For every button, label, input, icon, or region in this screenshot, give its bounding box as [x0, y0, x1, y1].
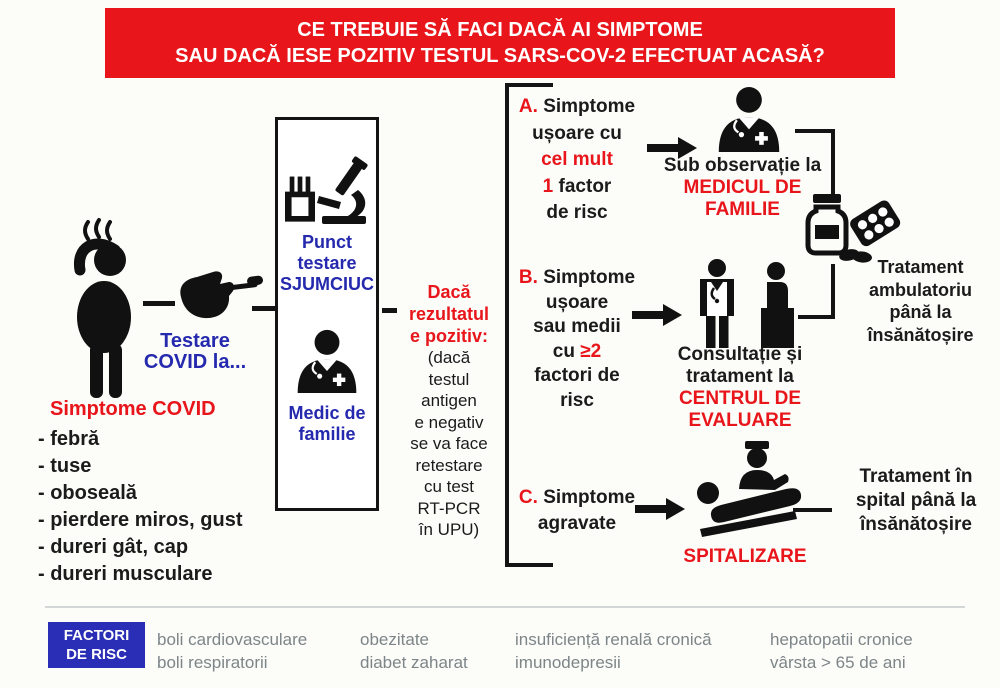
testing-label-line1: Testare	[160, 330, 230, 352]
symptom-item: - dureri musculare	[38, 563, 213, 585]
risk-factor-item: vârsta > 65 de ani	[770, 652, 906, 672]
hospital-treatment-label: Tratament în spital până la însănătoșire	[855, 466, 977, 535]
family-doctor-icon	[703, 84, 795, 152]
risk-factor-item: boli respiratorii	[157, 652, 268, 672]
family-doctor-outcome: Sub observație la MEDICUL DE FAMILIE	[663, 155, 822, 220]
risk-factor-item: boli cardiovasculare	[157, 630, 308, 649]
evaluation-center-outcome: Consultație și tratament la CENTRUL DE EVALUARE	[677, 344, 803, 431]
testing-point-label: Punct testare SJUMCIUC	[279, 232, 374, 294]
symptom-item: - febră	[38, 428, 100, 450]
risk-factor-column	[360, 629, 468, 674]
connector-line	[831, 129, 835, 195]
arrow-right-icon	[635, 497, 685, 521]
branch-bracket	[509, 83, 553, 87]
family-doctor-label: Medic de familie	[288, 403, 366, 444]
doctor-icon	[290, 327, 364, 393]
ambulatory-treatment-label: Tratament ambulatoriu până la însănătoșire	[867, 257, 974, 345]
hospitalization-label: SPITALIZARE	[683, 546, 807, 567]
connector-line	[795, 129, 834, 133]
risk-factor-item: insuficiență renală cronică	[515, 630, 712, 649]
testing-label	[110, 331, 280, 373]
positive-result-note: Dacă rezultatul e pozitiv: (dacă testul antigen e negativ se va face retestare cu test RT-PCR în UPU)	[392, 281, 506, 541]
branch-b-label: B. Simptome ușoare sau medii cu ≥2 factori de risc	[518, 267, 636, 411]
symptom-item: - dureri gât, cap	[38, 536, 189, 558]
connector-line	[831, 264, 835, 319]
connector-line	[798, 315, 835, 319]
branch-a-label: A. Simptome ușoare cu cel mult 1 factor de risc	[518, 96, 636, 223]
connector-line	[793, 508, 832, 512]
branch-bracket	[509, 563, 553, 567]
microscope-icon	[318, 164, 370, 224]
risk-factor-item: diabet zaharat	[360, 652, 468, 672]
testing-box	[275, 117, 379, 511]
title-line-1: CE TREBUIE SĂ FACI DACĂ AI SIMPTOME	[297, 19, 703, 41]
risk-factors-badge: FACTORI DE RISC	[48, 622, 145, 668]
branch-c-label: C. Simptome agravate	[518, 487, 636, 534]
positive-note-title: Dacă	[427, 282, 471, 302]
symptoms-list	[38, 396, 273, 588]
divider	[45, 606, 965, 608]
hand-swab-icon	[172, 263, 264, 323]
testing-label-line2: COVID la...	[143, 351, 247, 373]
risk-factor-column	[157, 629, 307, 674]
test-tubes-icon	[285, 176, 315, 224]
symptoms-title: Simptome COVID	[50, 398, 216, 420]
hospitalization-icon	[694, 440, 804, 544]
positive-note-body: (dacă	[427, 348, 471, 367]
risk-factor-column	[515, 629, 712, 674]
consultation-icon	[690, 258, 796, 350]
risk-factor-item: imunodepresii	[515, 652, 621, 672]
risk-factor-item: obezitate	[360, 630, 429, 649]
symptom-item: - oboseală	[38, 482, 137, 504]
risk-factor-item: hepatopatii cronice	[770, 630, 913, 649]
connector-line	[143, 301, 175, 306]
title-banner	[105, 8, 895, 78]
symptom-item: - tuse	[38, 455, 92, 477]
risk-factor-column	[770, 629, 913, 674]
branch-bracket	[505, 83, 509, 567]
symptom-item: - pierdere miros, gust	[38, 509, 243, 531]
arrow-right-icon	[632, 303, 682, 327]
title-line-2: SAU DACĂ IESE POZITIV TESTUL SARS-COV-2 EFECTUAT ACASĂ?	[175, 45, 825, 67]
